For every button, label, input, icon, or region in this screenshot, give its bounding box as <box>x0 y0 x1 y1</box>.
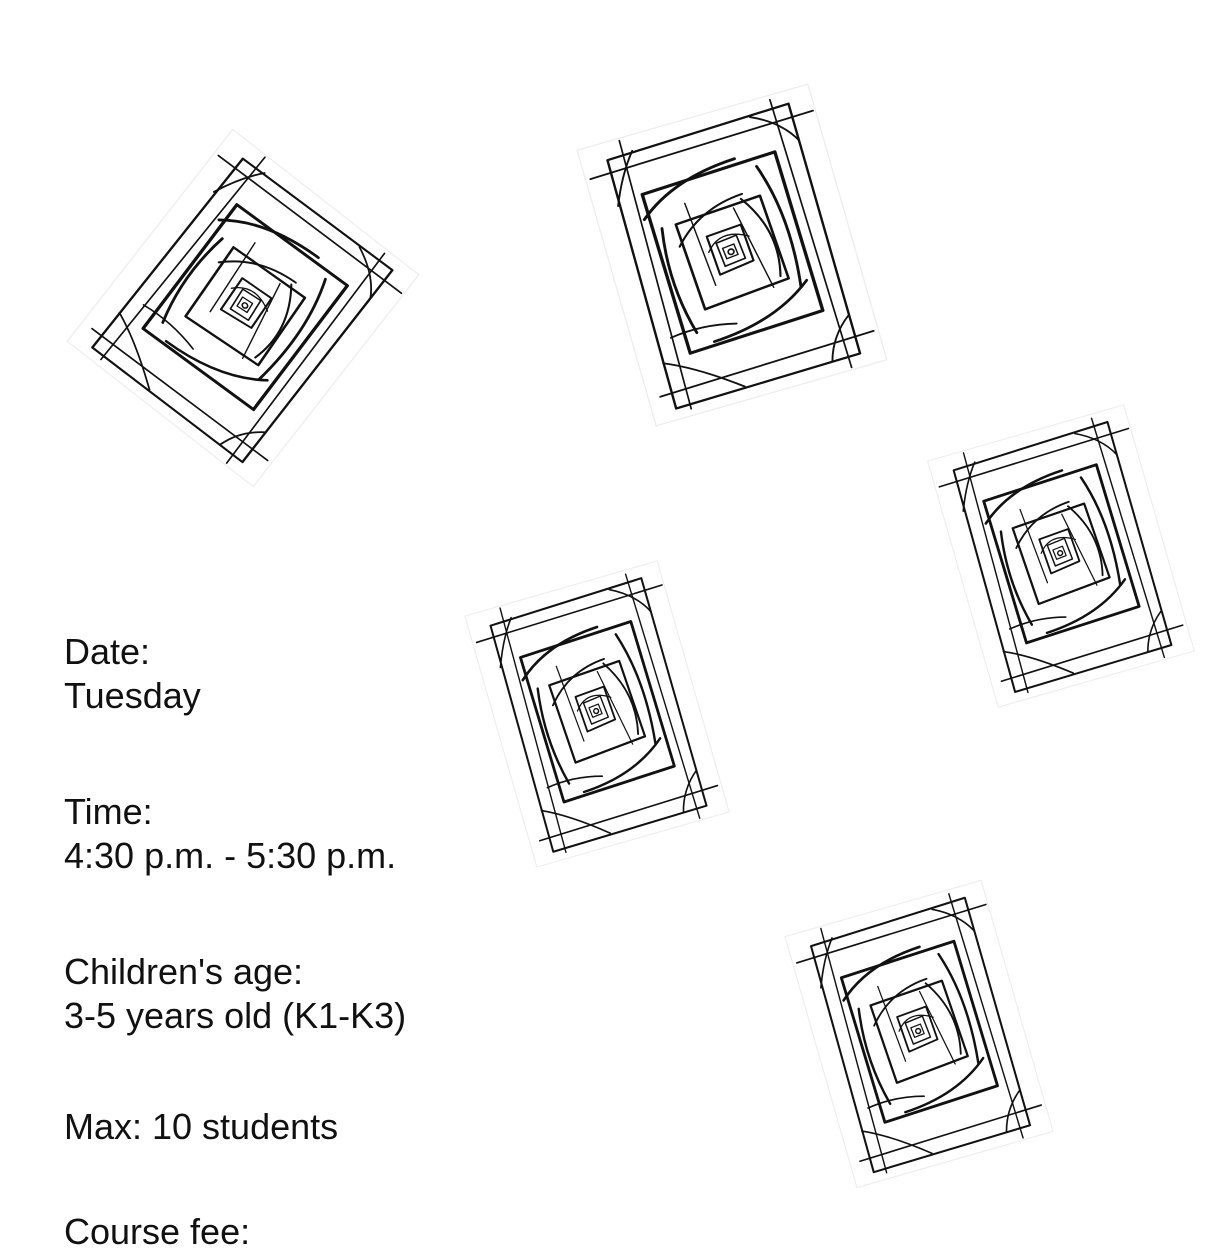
time-value: 4:30 p.m. - 5:30 p.m. <box>64 835 397 876</box>
age-value: 3-5 years old (K1-K3) <box>64 995 407 1036</box>
date-label: Date: <box>64 631 151 672</box>
date-info <box>64 630 201 718</box>
age-label: Children's age: <box>64 951 304 992</box>
course-fee-info <box>64 1210 250 1254</box>
max-students-info <box>64 1105 338 1149</box>
max-students-text: Max: 10 students <box>64 1106 339 1147</box>
time-info <box>64 790 396 878</box>
rose-sketch-middle-right <box>928 405 1195 707</box>
age-info <box>64 950 406 1038</box>
rose-sketch-middle-center <box>465 561 729 867</box>
rose-sketch-top-right <box>577 84 887 426</box>
rose-sketch-top-left <box>67 129 418 486</box>
time-label: Time: <box>64 791 153 832</box>
date-value: Tuesday <box>64 675 201 716</box>
rose-sketch-bottom-right <box>785 880 1053 1187</box>
course-fee-label: Course fee: <box>64 1211 251 1252</box>
